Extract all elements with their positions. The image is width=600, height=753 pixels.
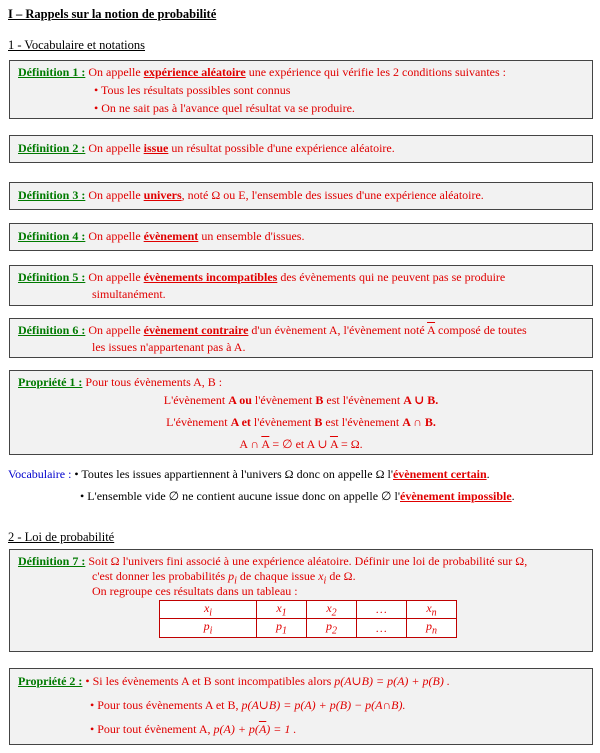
- table-cell: $p_n$: [407, 619, 457, 637]
- property-2-line-3: • Pour tout évènement A, $p(A) + p(\overline{A}) = 1$ .: [90, 722, 297, 736]
- definition-7-line-1: Définition 7 : Soit Ω l'univers fini associé à une expérience aléatoire. Définir une loi de probabilité sur Ω,: [18, 554, 528, 568]
- definition-1-box: [9, 60, 593, 119]
- table-cell: $p_i$: [160, 619, 257, 637]
- section-1-title: 1 - Vocabulaire et notations: [8, 38, 146, 52]
- property-2-line-2: • Pour tous évènements A et B, p(A∪B) = p(A) + p(B) − p(A∩B).: [90, 698, 406, 712]
- definition-3-box: [9, 182, 593, 210]
- property-1-complement-line: A ∩ $\overline{A}$ = ∅ et A ∪ $\overline{A} = \Omega$.: [239, 437, 363, 451]
- definition-6-box: [9, 318, 593, 358]
- definition-4-box: [9, 223, 593, 251]
- table-cell: $x_2$: [307, 601, 357, 619]
- table-row: [160, 619, 457, 637]
- table-row: [160, 601, 457, 619]
- table-cell: $x_1$: [257, 601, 307, 619]
- definition-2-text: Définition 2 : On appelle issue un résultat possible d'une expérience aléatoire.: [18, 141, 395, 155]
- definition-2-box: [9, 135, 593, 163]
- table-cell: $x_i$: [160, 601, 257, 619]
- table-cell: $x_n$: [407, 601, 457, 619]
- property-1-intro: Propriété 1 : Pour tous évènements A, B :: [18, 375, 223, 389]
- definition-5-line-2: simultanément.: [92, 287, 166, 301]
- property-2-box: [9, 668, 593, 745]
- definition-6-text: Définition 6 : On appelle évènement contraire d'un évènement A, l'évènement noté $\overline{A}$ composé de toutes: [18, 323, 527, 337]
- definition-7-line-2: c'est donner les probabilités $p_i$ de chaque issue $x_i$ de Ω.: [92, 569, 356, 587]
- section-2-title: 2 - Loi de probabilité: [8, 530, 115, 544]
- definition-6-line-2: les issues n'appartenant pas à A.: [92, 340, 246, 354]
- property-1-box: [9, 370, 593, 455]
- vocabulary-line-1: Vocabulaire : • Toutes les issues appartiennent à l'univers Ω donc on appelle Ω l'évènement certain.: [8, 467, 490, 481]
- table-cell: $p_1$: [257, 619, 307, 637]
- definition-3-text: Définition 3 : On appelle univers, noté Ω ou E, l'ensemble des issues d'une expérience aléatoire.: [18, 188, 484, 202]
- definition-1-text: Définition 1 : On appelle expérience aléatoire une expérience qui vérifie les 2 conditions suivantes :: [18, 65, 506, 79]
- page-title: I – Rappels sur la notion de probabilité: [8, 7, 217, 21]
- definition-5-box: [9, 265, 593, 306]
- probability-table: [159, 600, 457, 638]
- property-2-line-1: Propriété 2 : • Si les évènements A et B sont incompatibles alors p(A∪B) = p(A) + p(B) .: [18, 674, 450, 688]
- definition-4-text: Définition 4 : On appelle évènement un ensemble d'issues.: [18, 229, 305, 243]
- property-1-union-line: L'évènement A ou l'évènement B est l'évènement A ∪ B.: [163, 393, 439, 407]
- vocabulary-line-2: • L'ensemble vide ∅ ne contient aucune issue donc on appelle ∅ l'évènement impossible.: [80, 489, 515, 503]
- table-cell: …: [357, 601, 407, 619]
- definition-5-text: Définition 5 : On appelle évènements incompatibles des évènements qui ne peuvent pas se produire: [18, 270, 506, 284]
- definition-1-bullet-1: • Tous les résultats possibles sont connus: [94, 83, 291, 97]
- table-cell: $p_2$: [307, 619, 357, 637]
- property-1-intersection-line: L'évènement A et l'évènement B est l'évènement A ∩ B.: [166, 415, 436, 429]
- definition-1-bullet-2: • On ne sait pas à l'avance quel résultat va se produire.: [94, 101, 355, 115]
- definition-7-box: [9, 549, 593, 652]
- definition-7-line-3: On regroupe ces résultats dans un tableau :: [92, 584, 298, 598]
- table-cell: …: [357, 619, 407, 637]
